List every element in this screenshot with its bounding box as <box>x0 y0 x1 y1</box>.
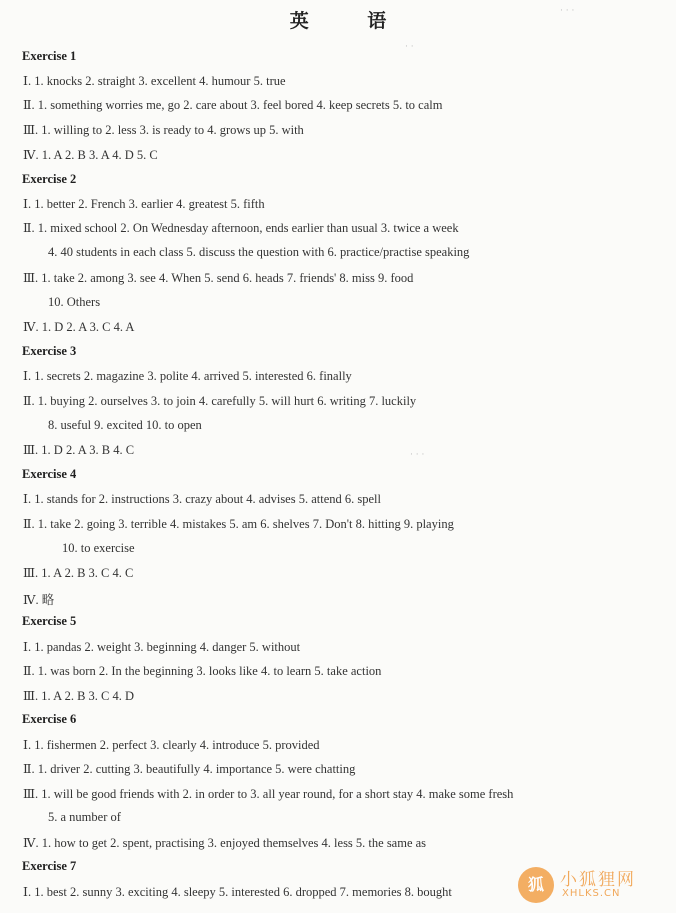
answer-line: 8. useful 9. excited 10. to open <box>48 418 202 432</box>
answer-line: Ⅱ. 1. something worries me, go 2. care about 3. feel bored 4. keep secrets 5. to calm <box>23 98 443 112</box>
scan-noise: · · · <box>410 450 425 460</box>
answer-line: Ⅲ. 1. take 2. among 3. see 4. When 5. send 6. heads 7. friends' 8. miss 9. food <box>23 271 414 285</box>
answer-line: Ⅲ. 1. A 2. B 3. C 4. C <box>23 566 134 580</box>
answer-line: Ⅲ. 1. will be good friends with 2. in order to 3. all year round, for a short stay 4. make some fresh <box>23 787 514 801</box>
answer-line: Ⅰ. 1. better 2. French 3. earlier 4. greatest 5. fifth <box>23 197 265 211</box>
answer-line: Ⅰ. 1. knocks 2. straight 3. excellent 4. humour 5. true <box>23 74 286 88</box>
exercise-heading: Exercise 7 <box>22 859 77 873</box>
answer-line: 10. to exercise <box>62 541 135 555</box>
answer-line: Ⅱ. 1. driver 2. cutting 3. beautifully 4. importance 5. were chatting <box>23 762 356 776</box>
exercise-heading: Exercise 6 <box>22 712 77 726</box>
answer-line: Ⅳ. 1. how to get 2. spent, practising 3. enjoyed themselves 4. less 5. the same as <box>23 836 427 850</box>
fox-logo-icon: 狐 <box>518 867 554 903</box>
answer-line: Ⅳ. 略 <box>23 593 55 607</box>
answer-line: Ⅰ. 1. stands for 2. instructions 3. crazy about 4. advises 5. attend 6. spell <box>23 492 381 506</box>
answer-line: Ⅱ. 1. take 2. going 3. terrible 4. mistakes 5. am 6. shelves 7. Don't 8. hitting 9. playing <box>23 517 454 531</box>
watermark-url: XHLKS.CN <box>562 888 621 899</box>
scan-noise: · · <box>405 42 414 52</box>
answer-line: Ⅱ. 1. was born 2. In the beginning 3. looks like 4. to learn 5. take action <box>23 664 382 678</box>
answer-line: Ⅲ. 1. D 2. A 3. B 4. C <box>23 443 135 457</box>
scan-noise: · · · <box>560 6 575 16</box>
answer-line: Ⅰ. 1. secrets 2. magazine 3. polite 4. arrived 5. interested 6. finally <box>23 369 352 383</box>
answer-line: Ⅳ. 1. A 2. B 3. A 4. D 5. C <box>23 148 158 162</box>
answer-line: Ⅱ. 1. mixed school 2. On Wednesday afternoon, ends earlier than usual 3. twice a week <box>23 221 459 235</box>
answer-line: 10. Others <box>48 295 101 309</box>
exercise-heading: Exercise 4 <box>22 467 77 481</box>
answer-line: 4. 40 students in each class 5. discuss the question with 6. practice/practise speaking <box>48 245 470 259</box>
exercise-heading: Exercise 1 <box>22 49 77 63</box>
watermark-name: 小狐狸网 <box>560 870 636 890</box>
answer-line: Ⅰ. 1. fishermen 2. perfect 3. clearly 4. introduce 5. provided <box>23 738 320 752</box>
exercise-heading: Exercise 2 <box>22 172 77 186</box>
watermark-logo <box>518 863 668 907</box>
answer-line: Ⅲ. 1. A 2. B 3. C 4. D <box>23 689 135 703</box>
answer-line: Ⅰ. 1. pandas 2. weight 3. beginning 4. danger 5. without <box>23 640 301 654</box>
answer-line: Ⅲ. 1. willing to 2. less 3. is ready to 4. grows up 5. with <box>23 123 304 137</box>
answer-line: 5. a number of <box>48 810 121 824</box>
answer-line: Ⅳ. 1. D 2. A 3. C 4. A <box>23 320 135 334</box>
exercise-heading: Exercise 3 <box>22 344 77 358</box>
page-title: 英 语 <box>289 10 413 32</box>
answer-line: Ⅰ. 1. best 2. sunny 3. exciting 4. sleepy 5. interested 6. dropped 7. memories 8. bought <box>23 885 452 899</box>
exercise-heading: Exercise 5 <box>22 614 77 628</box>
answer-line: Ⅱ. 1. buying 2. ourselves 3. to join 4. carefully 5. will hurt 6. writing 7. luckily <box>23 394 417 408</box>
